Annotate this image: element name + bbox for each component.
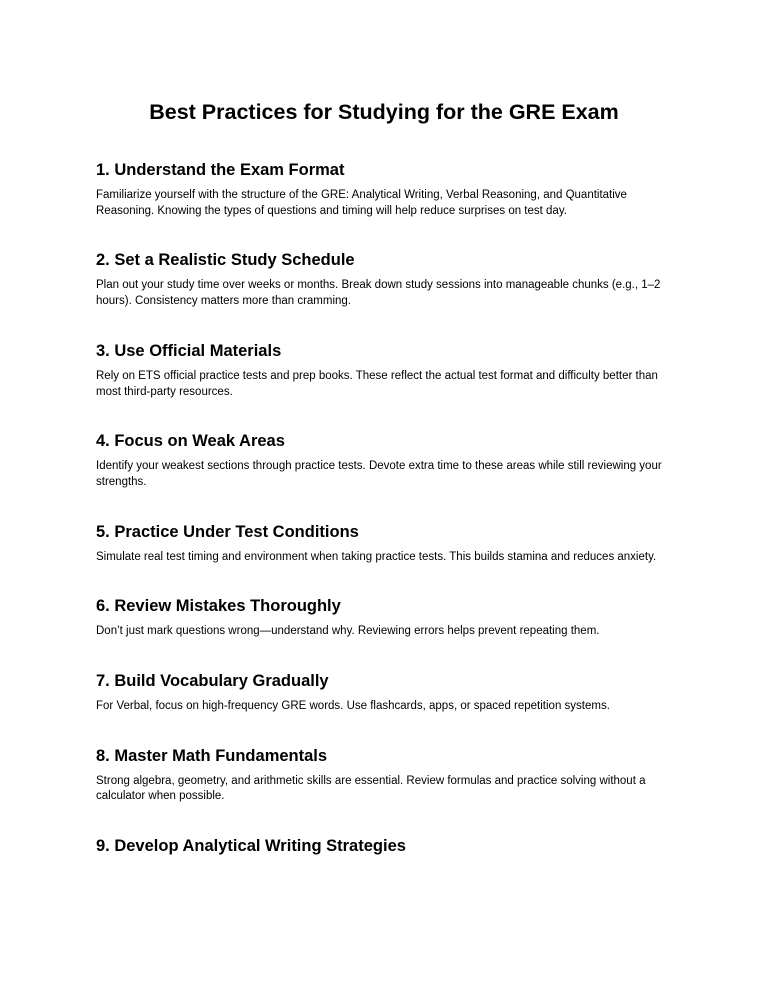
section-official-materials	[96, 341, 672, 400]
section-body: Rely on ETS official practice tests and prep books. These reflect the actual test format and difficulty better than most third-party resources.	[96, 369, 658, 398]
section-body: Simulate real test timing and environment when taking practice tests. This builds stamina and reduces anxiety.	[96, 550, 657, 563]
section-heading: 2. Set a Realistic Study Schedule	[96, 251, 355, 270]
section-heading: 7. Build Vocabulary Gradually	[96, 672, 329, 691]
section-body: For Verbal, focus on high-frequency GRE words. Use flashcards, apps, or spaced repetition systems.	[96, 700, 610, 713]
section-math-fundamentals	[96, 746, 672, 805]
section-heading: 3. Use Official Materials	[96, 341, 282, 360]
section-body: Don’t just mark questions wrong—understand why. Reviewing errors helps prevent repeating them.	[96, 625, 600, 638]
section-exam-format	[96, 160, 672, 219]
section-heading: 8. Master Math Fundamentals	[96, 746, 328, 765]
section-weak-areas	[96, 431, 672, 490]
section-test-conditions	[96, 522, 672, 566]
section-study-schedule	[96, 250, 672, 309]
section-heading: 6. Review Mistakes Thoroughly	[96, 597, 341, 616]
section-heading: 9. Develop Analytical Writing Strategies	[96, 837, 406, 856]
page-title: Best Practices for Studying for the GRE Exam	[149, 100, 619, 124]
section-heading: 4. Focus on Weak Areas	[96, 432, 285, 451]
section-body: Identify your weakest sections through practice tests. Devote extra time to these areas while still reviewing your strengths.	[96, 460, 662, 488]
section-body: Familiarize yourself with the structure of the GRE: Analytical Writing, Verbal Reasoning, and Quantitative Reasoning. Knowing the types of questions and timing will help reduce surprises on test day.	[96, 189, 627, 217]
section-body: Plan out your study time over weeks or months. Break down study sessions into manageable chunks (e.g., 1–2 hours). Consistency matters more than cramming.	[96, 279, 661, 308]
section-heading: 5. Practice Under Test Conditions	[96, 522, 359, 541]
section-review-mistakes	[96, 596, 672, 640]
section-vocabulary	[96, 671, 672, 715]
section-heading: 1. Understand the Exam Format	[96, 161, 345, 179]
section-body: Strong algebra, geometry, and arithmetic skills are essential. Review formulas and practice solving without a calculator when possible.	[96, 774, 646, 803]
section-analytical-writing	[96, 836, 672, 856]
